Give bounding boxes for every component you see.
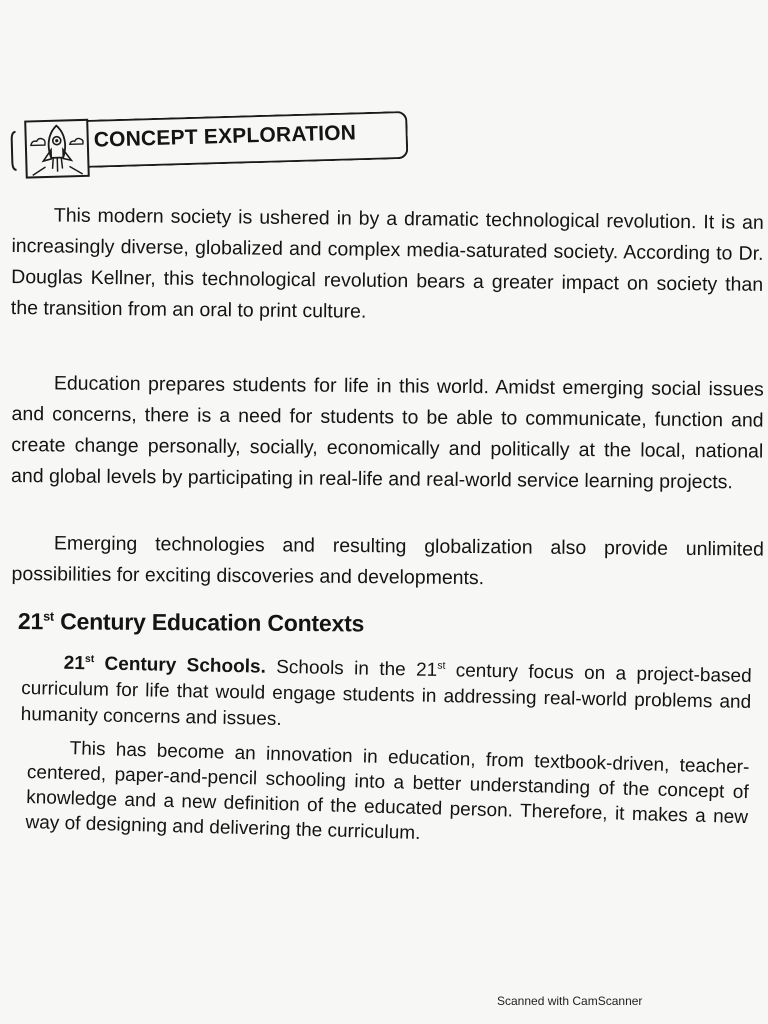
scanner-watermark: Scanned with CamScanner: [497, 994, 643, 1008]
paragraph-5-text: This has become an innovation in education, from textbook-driven, teacher-centered, paper-and-pencil schooling into a better understanding of the concept of knowledge and a new definition of the educated person. Therefore, it makes a new way of designing and delivering the curriculum.: [25, 738, 750, 844]
subsection-text-start: Schools in the 21: [265, 656, 438, 681]
runin-ordinal: st: [84, 653, 95, 666]
paragraph-2: [11, 368, 764, 499]
heading-number: 21: [17, 608, 44, 635]
concept-exploration-banner: [9, 107, 409, 182]
section-heading: [18, 608, 364, 637]
paragraph-1-text: This modern society is ushered in by a dramatic technological revolution. It is an increasingly diverse, globalized and complex media-saturated society. According to Dr. Douglas Kellner, this technological revolution bears a greater impact on society than the transition from an oral to print culture.: [10, 204, 764, 323]
heading-ordinal: st: [43, 609, 55, 624]
paragraph-3: [11, 528, 764, 597]
subsection-ordinal: st: [437, 660, 446, 672]
paragraph-3-text: Emerging technologies and resulting globalization also provide unlimited possibilities for exciting discoveries and developments.: [11, 532, 764, 590]
paragraph-1: [11, 200, 764, 332]
runin-text: Century Schools.: [93, 653, 267, 678]
paragraph-5: [25, 735, 750, 855]
rocket-icon: [9, 116, 93, 184]
subsection-runin-heading: [64, 653, 266, 678]
paragraph-2-text: Education prepares students for life in this world. Amidst emerging social issues and concerns, there is a need for students to be able to communicate, function and create change personally, socially, economically and politically at the local, national and global levels by participating in real-life and real-world service learning projects.: [10, 372, 764, 494]
heading-text: Century Education Contexts: [53, 608, 365, 637]
banner-title: CONCEPT EXPLORATION: [93, 121, 357, 152]
runin-number: 21: [63, 652, 86, 675]
subsection-text-end: century focus on a project-based curriculum for life that would engage students in addressing real-world problems and humanity concerns and issues.: [20, 660, 752, 730]
subsection-paragraph: [21, 650, 752, 742]
